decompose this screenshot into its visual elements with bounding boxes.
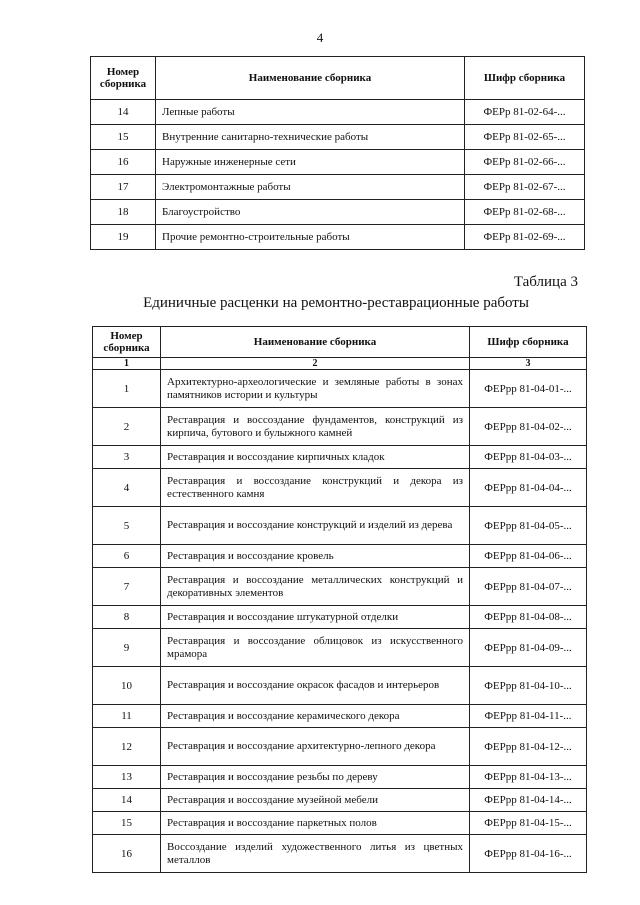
collection-number: 10 — [93, 667, 161, 705]
collection-name: Реставрация и воссоздание паркетных полов — [161, 812, 470, 835]
table-row — [93, 568, 587, 606]
collection-number: 3 — [93, 446, 161, 469]
collection-name: Реставрация и воссоздание музейной мебели — [161, 789, 470, 812]
table-row — [93, 606, 587, 629]
collection-code: ФЕРрр 81-04-06-... — [470, 545, 587, 568]
collection-name: Реставрация и воссоздание керамического декора — [161, 705, 470, 728]
collection-name: Архитектурно-археологические и земляные работы в зонах памятников истории и культуры — [161, 370, 470, 408]
header-code: Шифр сборника — [470, 327, 587, 358]
collection-code: ФЕРрр 81-04-03-... — [470, 446, 587, 469]
collection-name: Прочие ремонтно-строительные работы — [156, 225, 465, 250]
collection-code: ФЕРрр 81-04-10-... — [470, 667, 587, 705]
table-row — [93, 469, 587, 507]
collection-number: 11 — [93, 705, 161, 728]
collection-name: Наружные инженерные сети — [156, 150, 465, 175]
collection-code: ФЕРр 81-02-68-... — [465, 200, 585, 225]
column-index-row — [93, 358, 587, 370]
table-row — [91, 200, 585, 225]
collection-code: ФЕРрр 81-04-13-... — [470, 766, 587, 789]
collection-number: 12 — [93, 728, 161, 766]
table-row — [93, 789, 587, 812]
table-row — [93, 446, 587, 469]
collection-name: Реставрация и воссоздание окрасок фасадов и интерьеров — [161, 667, 470, 705]
collection-number: 18 — [91, 200, 156, 225]
collection-number: 15 — [93, 812, 161, 835]
table-row — [93, 545, 587, 568]
collection-code: ФЕРрр 81-04-09-... — [470, 629, 587, 667]
column-index: 2 — [161, 358, 470, 370]
collection-code: ФЕРрр 81-04-16-... — [470, 835, 587, 873]
collection-name: Реставрация и воссоздание облицовок из искусственного мрамора — [161, 629, 470, 667]
table-row — [93, 667, 587, 705]
collection-number: 15 — [91, 125, 156, 150]
collection-name: Реставрация и воссоздание металлических конструкций и декоративных элементов — [161, 568, 470, 606]
table-row — [93, 705, 587, 728]
collection-code: ФЕРрр 81-04-01-... — [470, 370, 587, 408]
table-row — [93, 370, 587, 408]
collections-table-1 — [90, 56, 585, 250]
header-name: Наименование сборника — [161, 327, 470, 358]
collection-code: ФЕРр 81-02-69-... — [465, 225, 585, 250]
collection-name: Реставрация и воссоздание конструкций и изделий из дерева — [161, 507, 470, 545]
collection-code: ФЕРр 81-02-65-... — [465, 125, 585, 150]
collection-name: Внутренние санитарно-технические работы — [156, 125, 465, 150]
table-row — [91, 125, 585, 150]
table-title: Единичные расценки на ремонтно-реставрационные работы — [143, 295, 529, 311]
collection-number: 9 — [93, 629, 161, 667]
table-row — [91, 150, 585, 175]
collection-name: Реставрация и воссоздание кровель — [161, 545, 470, 568]
collection-name: Реставрация и воссоздание конструкций и декора из естественного камня — [161, 469, 470, 507]
table-row — [93, 507, 587, 545]
header-name: Наименование сборника — [156, 57, 465, 100]
page-number: 4 — [316, 30, 324, 45]
collection-code: ФЕРрр 81-04-07-... — [470, 568, 587, 606]
table-row — [93, 629, 587, 667]
collection-number: 5 — [93, 507, 161, 545]
collection-number: 14 — [91, 100, 156, 125]
table-row — [91, 175, 585, 200]
column-index: 1 — [93, 358, 161, 370]
collection-name: Реставрация и воссоздание кирпичных кладок — [161, 446, 470, 469]
table-row — [93, 408, 587, 446]
header-code: Шифр сборника — [465, 57, 585, 100]
column-index: 3 — [470, 358, 587, 370]
collection-code: ФЕРрр 81-04-04-... — [470, 469, 587, 507]
collection-number: 19 — [91, 225, 156, 250]
collection-number: 1 — [93, 370, 161, 408]
collection-code: ФЕРрр 81-04-14-... — [470, 789, 587, 812]
collection-name: Электромонтажные работы — [156, 175, 465, 200]
collection-name: Реставрация и воссоздание фундаментов, конструкций из кирпича, бутового и булыжного камней — [161, 408, 470, 446]
table-row — [93, 835, 587, 873]
table-3-body — [93, 370, 587, 873]
collection-name: Лепные работы — [156, 100, 465, 125]
collection-code: ФЕРрр 81-04-02-... — [470, 408, 587, 446]
collection-number: 4 — [93, 469, 161, 507]
collection-code: ФЕРрр 81-04-05-... — [470, 507, 587, 545]
table-row — [93, 766, 587, 789]
collection-code: ФЕРр 81-02-66-... — [465, 150, 585, 175]
collection-code: ФЕРрр 81-04-11-... — [470, 705, 587, 728]
table-row — [91, 100, 585, 125]
collection-code: ФЕРрр 81-04-08-... — [470, 606, 587, 629]
collection-code: ФЕРрр 81-04-15-... — [470, 812, 587, 835]
table-label: Таблица 3 — [513, 274, 578, 290]
collection-number: 7 — [93, 568, 161, 606]
collection-name: Благоустройство — [156, 200, 465, 225]
collection-number: 17 — [91, 175, 156, 200]
collection-number: 8 — [93, 606, 161, 629]
table-header-row — [91, 57, 585, 100]
collections-table-3 — [92, 326, 587, 873]
collection-name: Реставрация и воссоздание архитектурно-лепного декора — [161, 728, 470, 766]
collection-code: ФЕРрр 81-04-12-... — [470, 728, 587, 766]
table-header-row — [93, 327, 587, 358]
table-1-body — [91, 100, 585, 250]
table-row — [91, 225, 585, 250]
collection-name: Воссоздание изделий художественного литья из цветных металлов — [161, 835, 470, 873]
collection-name: Реставрация и воссоздание резьбы по дереву — [161, 766, 470, 789]
table-row — [93, 812, 587, 835]
collection-number: 16 — [91, 150, 156, 175]
collection-code: ФЕРр 81-02-64-... — [465, 100, 585, 125]
header-number: Номер сборника — [93, 327, 161, 358]
collection-name: Реставрация и воссоздание штукатурной отделки — [161, 606, 470, 629]
collection-number: 14 — [93, 789, 161, 812]
collection-number: 13 — [93, 766, 161, 789]
collection-number: 6 — [93, 545, 161, 568]
header-number: Номер сборника — [91, 57, 156, 100]
table-row — [93, 728, 587, 766]
collection-number: 2 — [93, 408, 161, 446]
collection-code: ФЕРр 81-02-67-... — [465, 175, 585, 200]
collection-number: 16 — [93, 835, 161, 873]
